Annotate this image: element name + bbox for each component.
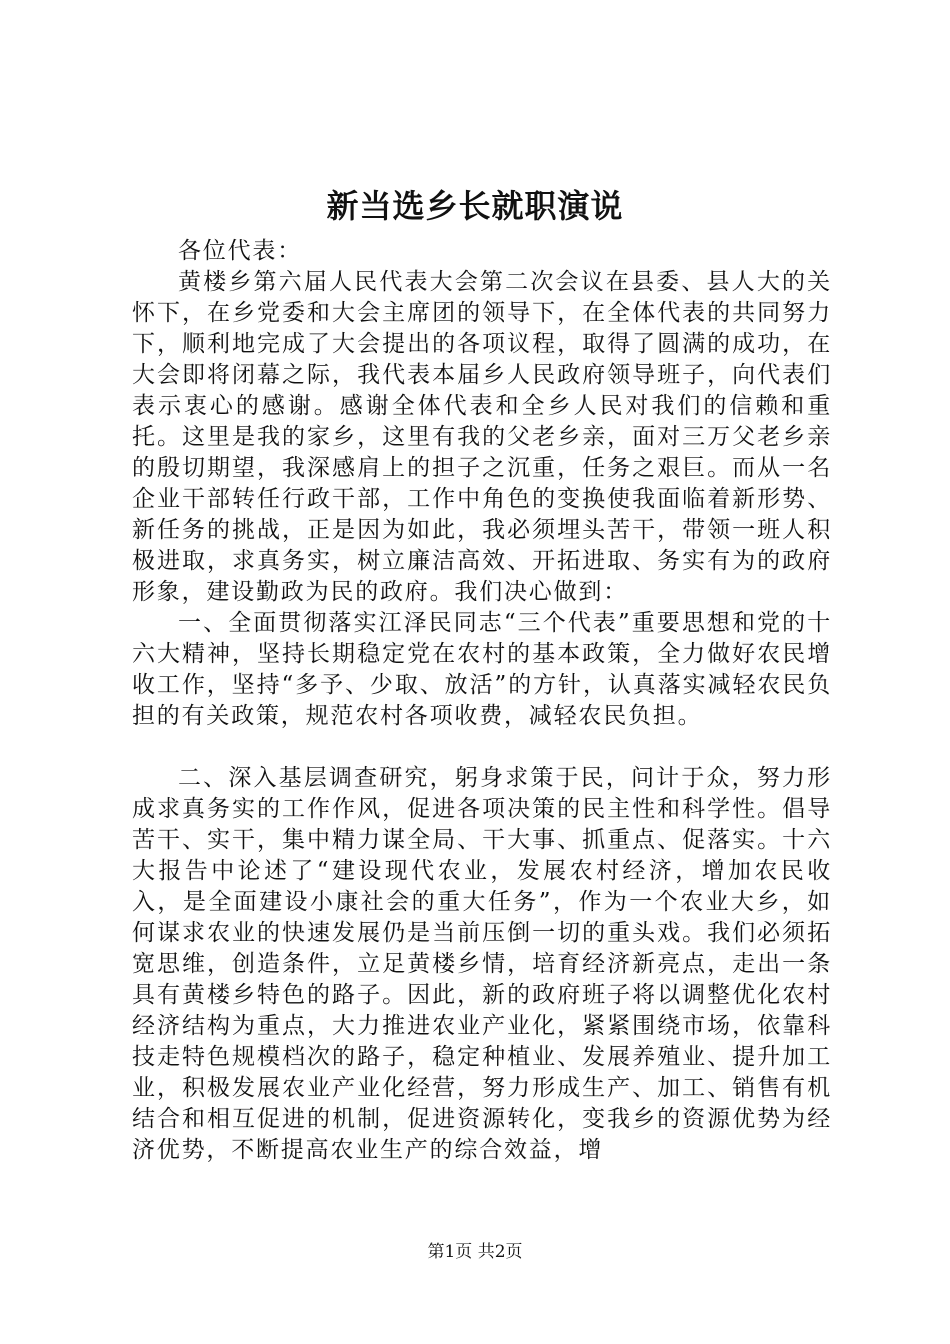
page-number-footer: 第1页 共2页 — [427, 1242, 523, 1262]
paragraph-intro: 黄楼乡第六届人民代表大会第二次会议在县委、县人大的关怀下，在乡党委和大会主席团的领导下，在全体代表的共同努力下，顺利地完成了大会提出的各项议程，取得了圆满的成功，在大会即将闭幕之际，我代表本届乡人民政府领导班子，向代表们表示衷心的感谢。感谢全体代表和全乡人民对我们的信赖和重托。这里是我的家乡，这里有我的父老乡亲，面对三万父老乡亲的殷切期望，我深感肩上的担子之沉重，任务之艰巨。而从一名企业干部转任行政干部，工作中角色的变换使我面临着新形势、新任务的挑战，正是因为如此，我必须埋头苦干，带领一班人积极进取，求真务实，树立廉洁高效、开拓进取、务实有为的政府形象，建设勤政为民的政府。我们决心做到： — [132, 269, 832, 605]
document-title: 新当选乡长就职演说 — [326, 187, 624, 225]
salutation: 各位代表： — [178, 238, 302, 264]
paragraph-point-two: 二、深入基层调查研究，躬身求策于民，问计于众，努力形成求真务实的工作作风，促进各项决策的民主性和科学性。倡导苦干、实干，集中精力谋全局、干大事、抓重点、促落实。十六大报告中论述了“建设现代农业，发展农村经济，增加农民收入，是全面建设小康社会的重大任务”，作为一个农业大乡，如何谋求农业的快速发展仍是当前压倒一切的重头戏。我们必须拓宽思维，创造条件，立足黄楼乡情，培育经济新亮点，走出一条具有黄楼乡特色的路子。因此，新的政府班子将以调整优化农村经济结构为重点，大力推进农业产业化，紧紧围绕市场，依靠科技走特色规模档次的路子，稳定种植业、发展养殖业、提升加工业，积极发展农业产业化经营，努力形成生产、加工、销售有机结合和相互促进的机制，促进资源转化，变我乡的资源优势为经济优势，不断提高农业生产的综合效益，增 — [132, 765, 832, 1163]
paragraph-point-one: 一、全面贯彻落实江泽民同志“三个代表”重要思想和党的十六大精神，坚持长期稳定党在农村的基本政策，全力做好农民增收工作，坚持“多予、少取、放活”的方针，认真落实减轻农民负担的有关政策，规范农村各项收费，减轻农民负担。 — [132, 610, 832, 729]
document-body — [132, 236, 832, 1166]
